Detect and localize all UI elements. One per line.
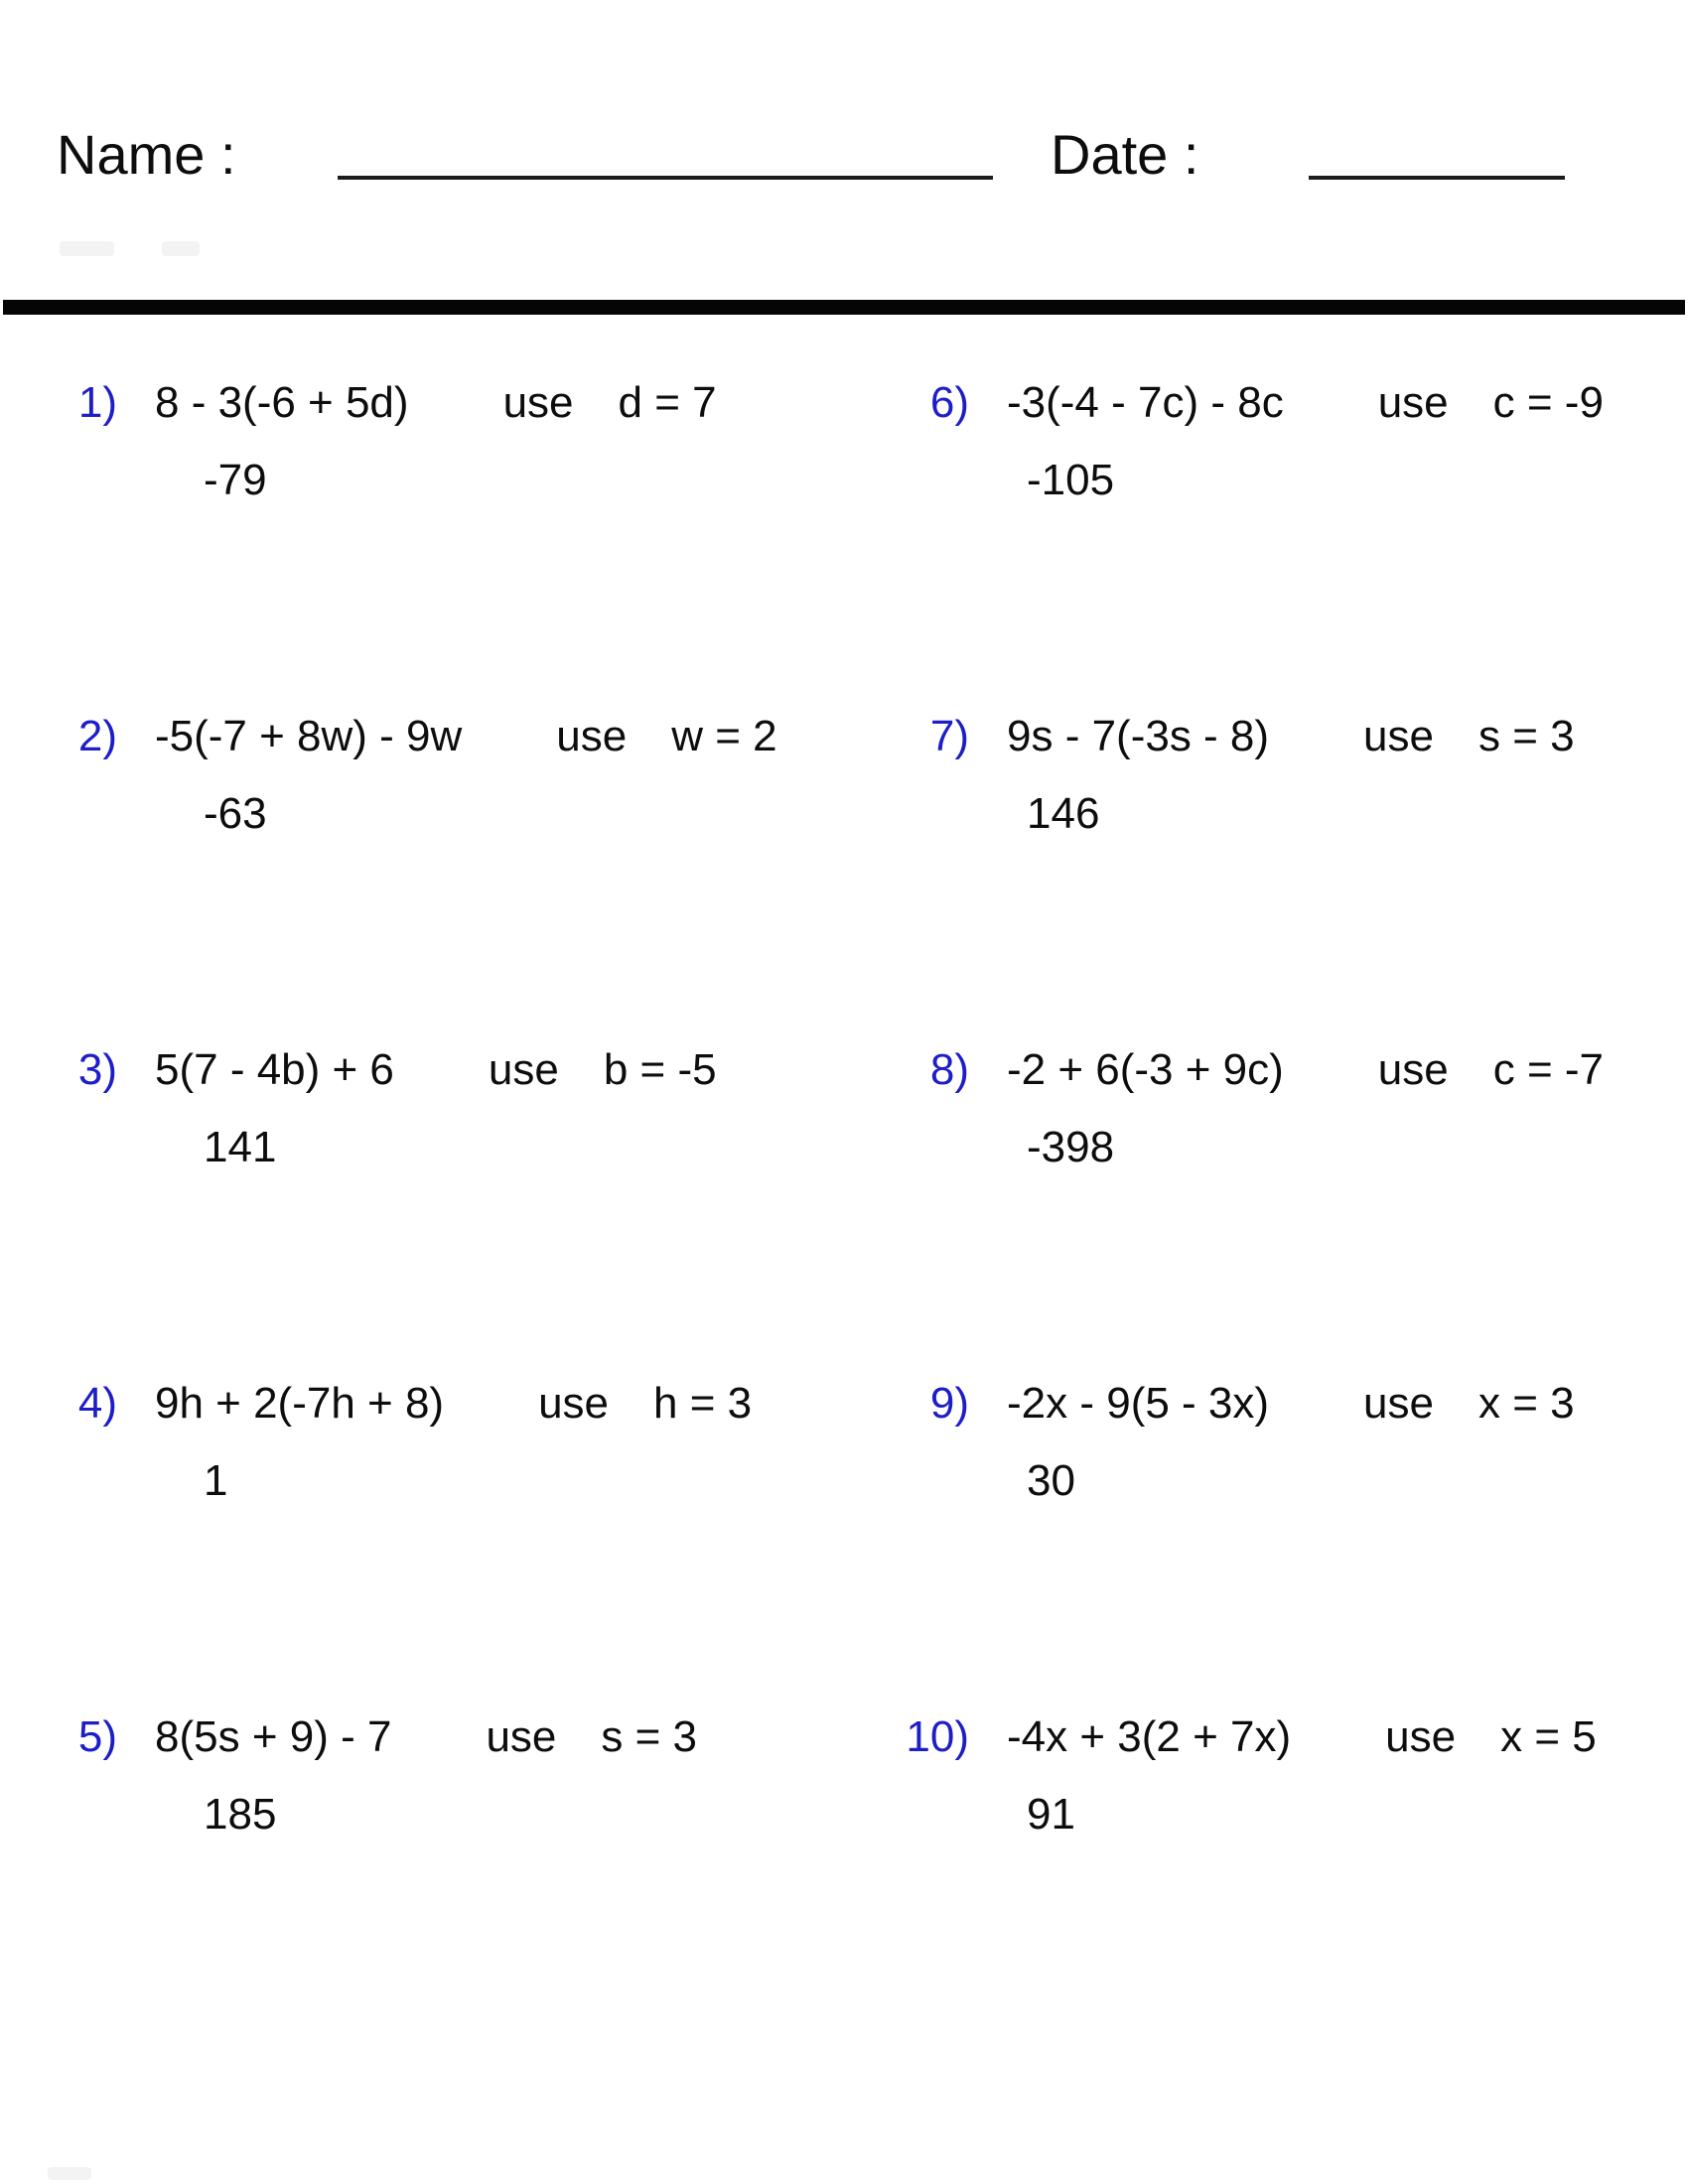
variable-assignment: x = 3: [1478, 1379, 1575, 1428]
problem-expression: -4x + 3(2 + 7x): [1007, 1712, 1292, 1761]
use-label: use: [556, 712, 628, 760]
use-label: use: [488, 1045, 559, 1094]
use-label: use: [538, 1379, 610, 1428]
answer-value: 146: [1027, 789, 1100, 838]
variable-assignment: d = 7: [618, 378, 717, 427]
use-label: use: [1363, 1379, 1434, 1428]
name-blank-line[interactable]: [338, 176, 993, 180]
problem-number: 2): [77, 712, 117, 760]
problem-4: [48, 1379, 753, 1505]
name-label: Name :: [57, 123, 236, 186]
problem-10: [900, 1712, 1597, 1839]
scan-artifact: [162, 241, 200, 256]
problem-9: [900, 1379, 1575, 1505]
problem-number: 9): [929, 1379, 969, 1428]
use-label: use: [502, 378, 574, 427]
problem-5: [48, 1712, 698, 1839]
answer-value: 30: [1027, 1456, 1075, 1505]
problem-expression: 5(7 - 4b) + 6: [155, 1045, 394, 1094]
problem-expression: 9h + 2(-7h + 8): [155, 1379, 445, 1428]
problem-number: 6): [929, 378, 969, 427]
answer-value: -105: [1027, 456, 1115, 504]
problem-number: 5): [77, 1712, 117, 1761]
use-label: use: [1363, 712, 1434, 760]
problem-expression: -3(-4 - 7c) - 8c: [1007, 378, 1284, 427]
problem-1: [48, 378, 717, 504]
problem-number: 10): [906, 1712, 969, 1761]
variable-assignment: h = 3: [653, 1379, 753, 1428]
answer-value: 141: [204, 1123, 277, 1171]
problem-7: [900, 712, 1575, 838]
variable-assignment: c = -7: [1492, 1045, 1605, 1094]
use-label: use: [1377, 1045, 1449, 1094]
problem-8: [900, 1045, 1605, 1171]
problem-6: [900, 378, 1604, 504]
use-label: use: [486, 1712, 557, 1761]
header-divider-double-rule: [3, 300, 1685, 315]
problem-2: [48, 712, 777, 838]
variable-assignment: w = 2: [671, 712, 777, 760]
problem-expression: 8(5s + 9) - 7: [155, 1712, 392, 1761]
problem-expression: -2 + 6(-3 + 9c): [1007, 1045, 1284, 1094]
variable-assignment: s = 3: [601, 1712, 698, 1761]
variable-assignment: x = 5: [1500, 1712, 1597, 1761]
answer-value: -79: [204, 456, 267, 504]
problem-number: 8): [929, 1045, 969, 1094]
answer-value: -398: [1027, 1123, 1115, 1171]
date-label: Date :: [1051, 123, 1199, 186]
problem-expression: -5(-7 + 8w) - 9w: [155, 712, 463, 760]
problem-number: 7): [929, 712, 969, 760]
problem-number: 4): [77, 1379, 117, 1428]
answer-value: 91: [1027, 1790, 1075, 1839]
problem-3: [48, 1045, 717, 1171]
problem-number: 3): [77, 1045, 117, 1094]
problem-number: 1): [77, 378, 117, 427]
problem-expression: 9s - 7(-3s - 8): [1007, 712, 1270, 760]
scan-artifact: [48, 2167, 91, 2180]
use-label: use: [1377, 378, 1449, 427]
answer-value: -63: [204, 789, 267, 838]
problem-expression: 8 - 3(-6 + 5d): [155, 378, 409, 427]
variable-assignment: b = -5: [603, 1045, 717, 1094]
answer-value: 1: [204, 1456, 228, 1505]
variable-assignment: s = 3: [1478, 712, 1575, 760]
variable-assignment: c = -9: [1492, 378, 1604, 427]
problem-expression: -2x - 9(5 - 3x): [1007, 1379, 1270, 1428]
answer-value: 185: [204, 1790, 277, 1839]
use-label: use: [1385, 1712, 1457, 1761]
scan-artifact: [60, 241, 114, 256]
date-blank-line[interactable]: [1309, 176, 1565, 180]
